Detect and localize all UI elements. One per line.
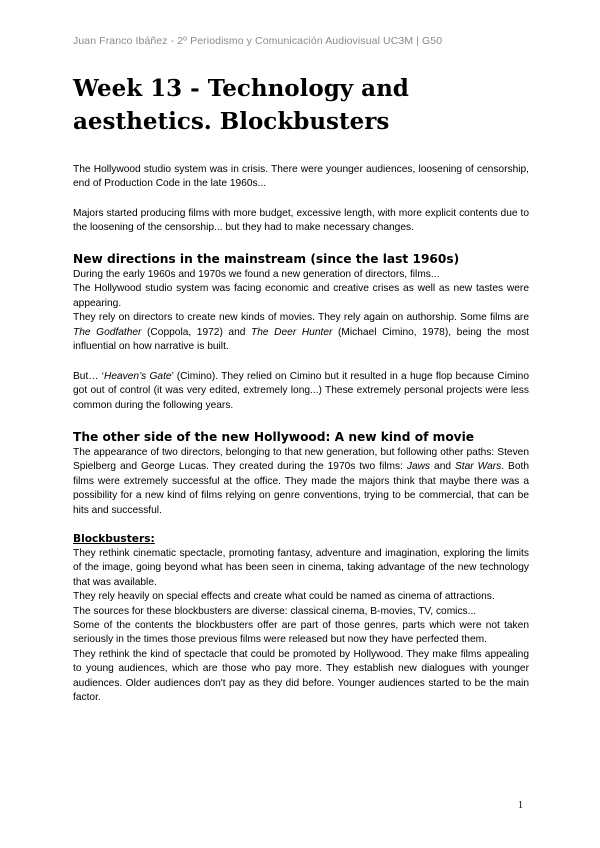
intro-text-2: Majors started producing films with more budget, excessive length, with more explicit contents due to the loosening of the censorship... but they had to make necessary changes.	[73, 208, 529, 234]
film-title: Star Wars	[455, 461, 502, 473]
text-run: (Michael Cimino, 1978), being the most influential on how narrative is built.	[73, 326, 529, 353]
film-title: Heaven’s Gate	[103, 371, 172, 382]
section-heading-other-side: The other side of the new Hollywood: A new kind of movie	[73, 430, 475, 444]
section-new-directions-body	[73, 268, 529, 354]
film-title: The Godfather	[73, 326, 142, 338]
text-run: The appearance of two directors, belonging to that new generation, but following other paths: Steven Spielberg and George Lucas. They created during the 1970s two films:	[73, 447, 529, 473]
document-header: Juan Franco Ibáñez - 2º Periodismo y Comunicación Audiovisual UC3M | G50	[73, 35, 443, 47]
paragraph: They rethink the kind of spectacle that could be promoted by Hollywood. They make films appealing to young audiences, which are those who pay more. They establish new dialogues with younger audiences. Older audiences don't pay as they did before. Younger audiences started to be the main factor.	[73, 648, 529, 704]
intro-paragraph-2	[73, 207, 529, 236]
paragraph: They rely heavily on special effects and create what could be named as cinema of attractions.	[73, 591, 495, 603]
section-blockbusters-body	[73, 547, 529, 705]
paragraph: They rethink cinematic spectacle, promoting fantasy, adventure and imagination, exploring the limits of the image, going beyond what has been seen in cinema, taking advantage of the new technology that was available.	[73, 548, 529, 588]
paragraph: The Hollywood studio system was facing economic and creative crises as well as new tastes were appearing.	[73, 283, 529, 309]
paragraph	[73, 370, 529, 413]
text-run: They rely on directors to create new kinds of movies. They rely again on authorship. Some films are	[73, 312, 529, 324]
text-run: . Both films were extremely successful at the office. They made the majors think that maybe there was a possibility for a new kind of films relying on genre conventions, trying to be commercial, that can be hits and successful.	[73, 461, 529, 516]
paragraph: During the early 1960s and 1970s we found a new generation of directors, films...	[73, 269, 440, 280]
intro-paragraph-1	[73, 163, 529, 192]
paragraph	[73, 446, 529, 518]
paragraph: The sources for these blockbusters are diverse: classical cinema, B-movies, TV, comics...	[73, 605, 477, 617]
text-run: (Coppola, 1972) and	[141, 326, 252, 338]
section-heading-new-directions: New directions in the mainstream (since the last 1960s)	[73, 252, 460, 266]
text-run: and	[430, 461, 456, 473]
paragraph: Some of the contents the blockbusters offer are part of those genres, parts which were not taken seriously in the times those previous films were released but now they have perfected them.	[73, 620, 529, 646]
intro-text-1: The Hollywood studio system was in crisis. There were younger audiences, loosening of censorship, end of Production Code in the late 1960s...	[73, 164, 529, 190]
paragraph	[73, 311, 529, 354]
page-title: Week 13 - Technology and aesthetics. Blockbusters	[73, 75, 409, 135]
film-title: Jaws	[406, 461, 431, 473]
film-title: The Deer Hunter	[251, 326, 333, 338]
section-other-side-body	[73, 446, 529, 518]
text-run: ’ (Cimino). They relied on Cimino but it resulted in a huge flop because Cimino got out of control (it was very edited, extremely long...) These extremely personal projects were less common during the following years.	[73, 371, 529, 411]
section-heading-blockbusters: Blockbusters:	[73, 533, 155, 545]
section-new-directions-paragraph-2	[73, 370, 529, 413]
page-number: 1	[518, 800, 523, 811]
text-run: But… ‘	[73, 371, 104, 382]
